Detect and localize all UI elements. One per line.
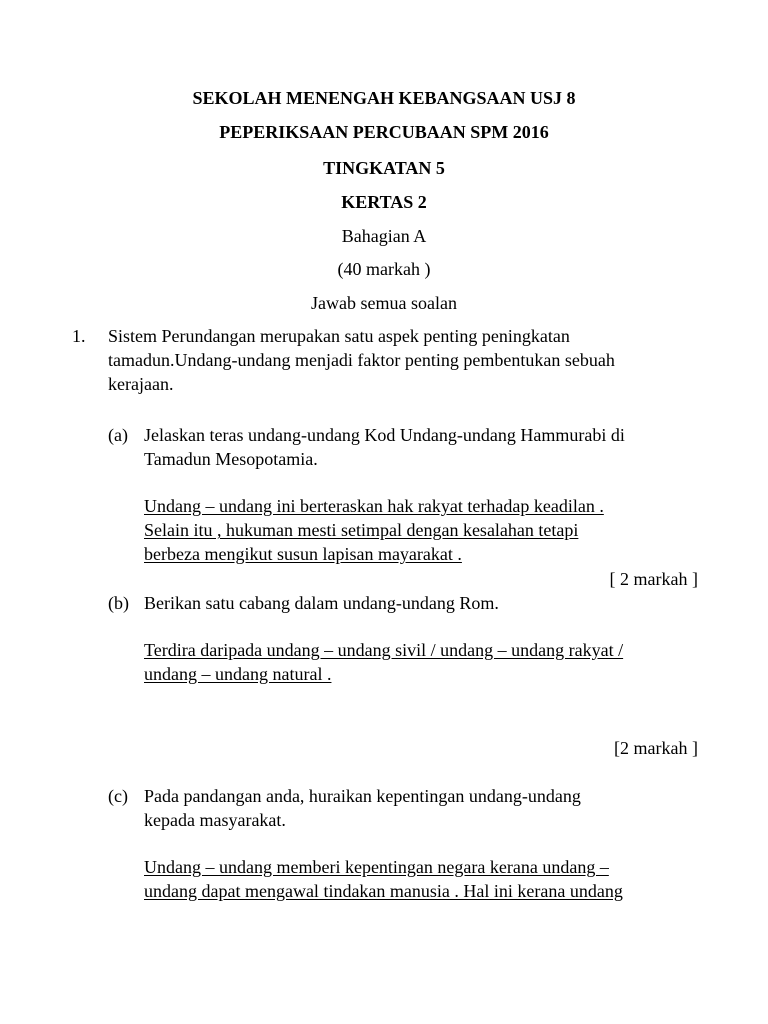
form-level: TINGKATAN 5: [323, 158, 445, 178]
part-a-question-line-2: Tamadun Mesopotamia.: [144, 449, 318, 469]
part-b-answer-line-1: Terdira daripada undang – undang sivil / undang – undang rakyat /: [144, 640, 624, 660]
part-b-marks: [2 markah ]: [614, 738, 698, 758]
part-a-label: (a): [108, 425, 128, 445]
section-marks: (40 markah ): [337, 259, 431, 279]
instruction: Jawab semua soalan: [311, 293, 457, 313]
part-b-question-line-1: Berikan satu cabang dalam undang-undang Rom.: [144, 593, 499, 613]
part-c-answer-line-1: Undang – undang memberi kepentingan negara kerana undang –: [144, 857, 609, 877]
part-b-answer-line-2: undang – undang natural .: [144, 664, 332, 684]
part-c-label: (c): [108, 786, 128, 806]
part-a-question-line-1: Jelaskan teras undang-undang Kod Undang-undang Hammurabi di: [144, 425, 625, 445]
question-stem-line-1: Sistem Perundangan merupakan satu aspek penting peningkatan: [108, 326, 570, 346]
question-stem-line-2: tamadun.Undang-undang menjadi faktor penting pembentukan sebuah: [108, 350, 615, 370]
part-b-label: (b): [108, 593, 129, 613]
part-a-marks: [ 2 markah ]: [609, 569, 698, 589]
question-number: 1.: [72, 326, 86, 346]
part-c-question-line-1: Pada pandangan anda, huraikan kepentingan undang-undang: [144, 786, 581, 806]
part-c-answer-line-2: undang dapat mengawal tindakan manusia . Hal ini kerana undang: [144, 881, 623, 901]
part-c-question-line-2: kepada masyarakat.: [144, 810, 286, 830]
paper-number: KERTAS 2: [341, 192, 427, 212]
part-a-answer-line-3: berbeza mengikut susun lapisan mayarakat .: [144, 544, 462, 564]
part-a-answer-line-2: Selain itu , hukuman mesti setimpal dengan kesalahan tetapi: [144, 520, 579, 540]
school-name: SEKOLAH MENENGAH KEBANGSAAN USJ 8: [192, 88, 576, 108]
part-a-answer-line-1: Undang – undang ini berteraskan hak rakyat terhadap keadilan .: [144, 496, 604, 516]
section-title: Bahagian A: [341, 226, 427, 246]
question-stem-line-3: kerajaan.: [108, 374, 174, 394]
exam-title: PEPERIKSAAN PERCUBAAN SPM 2016: [219, 122, 549, 142]
